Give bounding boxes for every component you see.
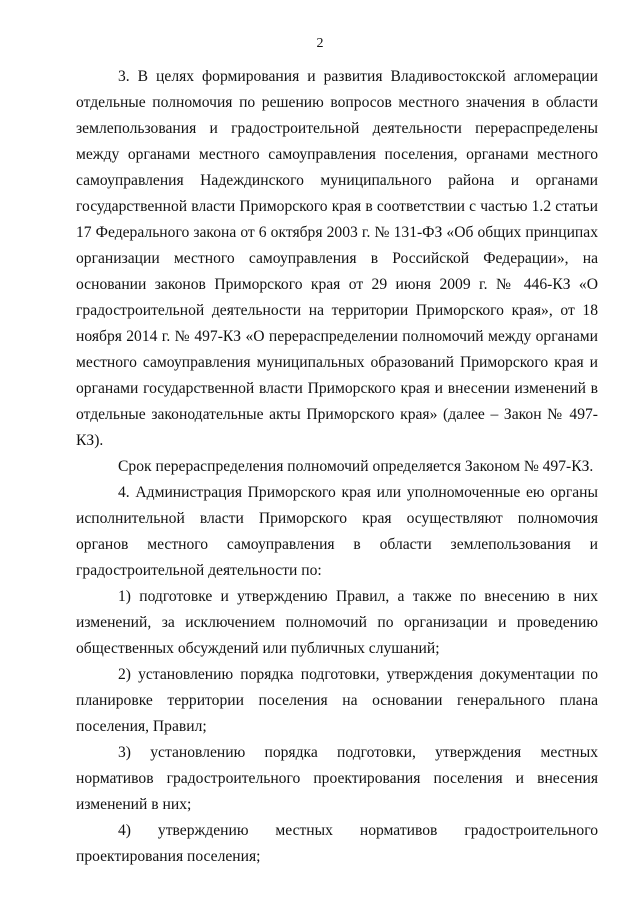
page-number: 2 <box>316 36 324 51</box>
paragraph-term: Срок перераспределения полномочий определяется Законом № 497-КЗ. <box>118 458 594 475</box>
paragraph-clause-4: 4. Администрация Приморского края или уполномоченные ею органы исполнительной власти Приморского края осуществляют полномочия органов местного самоуправления в области землепользования и градостроительной деятельности по: <box>76 484 598 579</box>
paragraph-clause-3: 3. В целях формирования и развития Владивостокской агломерации отдельные полномочия по решению вопросов местного значения в области землепользования и градостроительной деятельности перераспределены между органами местного самоуправления поселения, органами местного самоуправления Надеждинского муниципального района и органами государственной власти Приморского края в соответствии с частью 1.2 статьи 17 Федерального закона от 6 октября 2003 г. № 131-ФЗ «Об общих принципах организации местного самоуправления в Российской Федерации», на основании законов Приморского края от 29 июня 2009 г. № 446-КЗ «О градостроительной деятельности на территории Приморского края», от 18 ноября 2014 г. № 497-КЗ «О перераспределении полномочий между органами местного самоуправления муниципальных образований Приморского края и органами государственной власти Приморского края и внесении изменений в отдельные законодательные акты Приморского края» (далее – Закон № 497-КЗ). <box>76 68 598 449</box>
document-body <box>76 64 598 870</box>
list-item-4: 4) утверждению местных нормативов градостроительного проектирования поселения; <box>76 822 598 865</box>
list-item-3: 3) установлению порядка подготовки, утверждения местных нормативов градостроительного проектирования поселения и внесения изменений в них; <box>76 744 598 813</box>
list-item-1: 1) подготовке и утверждению Правил, а также по внесению в них изменений, за исключением полномочий по организации и проведению общественных обсуждений или публичных слушаний; <box>76 588 598 657</box>
list-item-2: 2) установлению порядка подготовки, утверждения документации по планировке территории поселения на основании генерального плана поселения, Правил; <box>76 666 598 735</box>
